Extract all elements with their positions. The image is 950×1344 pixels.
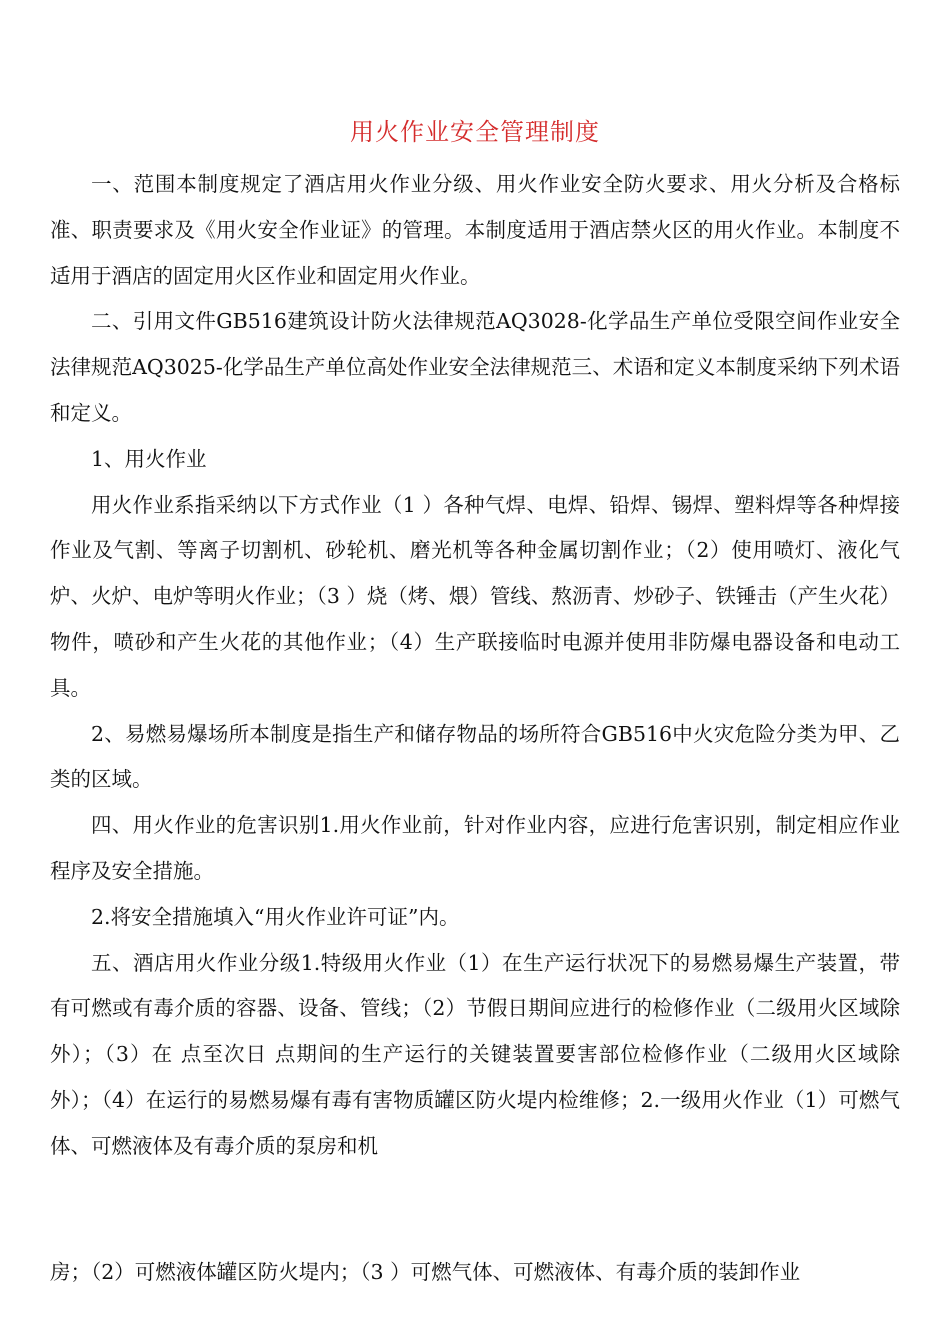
paragraph-safety-measures: 2.将安全措施填入“用火作业许可证”内。 [91,904,460,929]
paragraph-heading-fire-work: 1、用火作业 [91,446,207,471]
document-title: 用火作业安全管理制度 [350,118,600,146]
paragraph-references: 二、引用文件GB516建筑设计防火法律规范AQ3028-化学品生产单位受限空间作业安全法律规范AQ3025-化学品生产单位高处作业安全法律规范三、术语和定义本制度采纳下列术语和定义。 [50,309,900,425]
paragraph-hazard-identification: 四、用火作业的危害识别1.用火作业前，针对作业内容，应进行危害识别，制定相应作业程序及安全措施。 [50,813,900,883]
paragraph-scope: 一、范围本制度规定了酒店用火作业分级、用火作业安全防火要求、用火分析及合格标准、职责要求及《用火安全作业证》的管理。本制度适用于酒店禁火区的用火作业。本制度不适用于酒店的固定用火区作业和固定用火作业。 [50,172,900,288]
paragraph-continuation: 房；（2）可燃液体罐区防火堤内；（3 ）可燃气体、可燃液体、有毒介质的装卸作业 [50,1260,801,1284]
paragraph-fire-work-definition: 用火作业系指采纳以下方式作业（1 ）各种气焊、电焊、铅焊、锡焊、塑料焊等各种焊接作业及气割、等离子切割机、砂轮机、磨光机等各种金属切割作业；（2）使用喷灯、液化气炉、火炉、电炉等明火作业；（3 ）烧（烤、煨）管线、熬沥青、炒砂子、铁锤击（产生火花）物件，喷砂和产生火花的其他作业；（4）生产联接临时电源并使用非防爆电器设备和电动工具。 [50,492,900,700]
paragraph-grading: 五、酒店用火作业分级1.特级用火作业（1）在生产运行状况下的易燃易爆生产装置，带有可燃或有毒介质的容器、设备、管线；（2）节假日期间应进行的检修作业（二级用火区域除外）；（3）在 点至次日 点期间的生产运行的关键装置要害部位检修作业（二级用火区域除外）；（4）在运行的易燃易爆有毒有害物质罐区防火堤内检维修；2.一级用火作业（1）可燃气体、可燃液体及有毒介质的泵房和机 [50,950,900,1158]
page-continuation [50,1250,900,1296]
paragraph-flammable-area: 2、易燃易爆场所本制度是指生产和储存物品的场所符合GB516中火灾危险分类为甲、乙类的区域。 [50,721,900,792]
document-body [50,162,900,1170]
